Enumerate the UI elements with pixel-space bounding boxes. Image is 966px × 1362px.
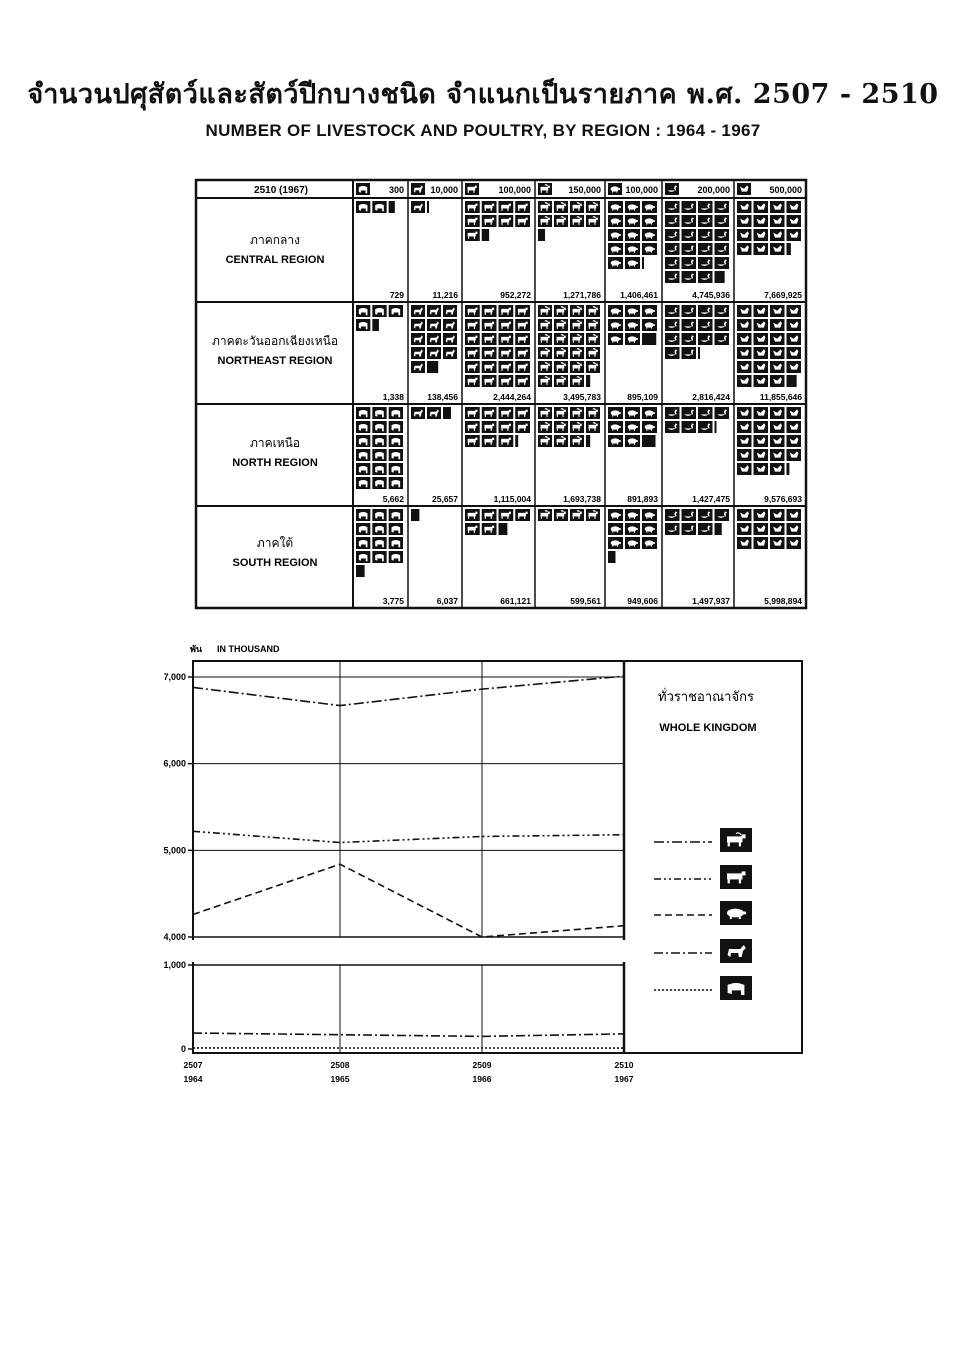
elephant-icon — [720, 976, 752, 1000]
cell-value: 891,893 — [627, 494, 658, 504]
y-tick-label: 0 — [180, 1044, 186, 1054]
cattle-icon — [720, 865, 752, 889]
cell-value: 7,669,925 — [764, 290, 802, 300]
series-lines — [193, 676, 624, 1048]
x-tick-label-be: 2510 — [614, 1060, 634, 1070]
x-axis — [184, 1060, 634, 1084]
series-line-buffalo — [193, 676, 624, 705]
series-line-pig — [193, 864, 624, 937]
column-unit-label: 500,000 — [769, 185, 802, 195]
cell-value: 3,775 — [382, 596, 404, 606]
column-unit-label: 200,000 — [697, 185, 730, 195]
y-tick-label: 5,000 — [163, 845, 186, 856]
x-tick-label-ce: 1966 — [472, 1074, 492, 1084]
cell-value: 1,271,786 — [563, 290, 601, 300]
cell-value: 952,272 — [500, 290, 531, 300]
buffalo-icon — [720, 828, 752, 852]
page-title-english: NUMBER OF LIVESTOCK AND POULTRY, BY REGION : 1964 - 1967 — [205, 121, 761, 140]
region-label-en: SOUTH REGION — [232, 557, 318, 569]
region-label-th: ภาคกลาง — [250, 233, 300, 247]
cell-value: 661,121 — [500, 596, 531, 606]
unit-label-en: IN THOUSAND — [217, 644, 280, 654]
y-tick-label: 6,000 — [163, 758, 186, 769]
cell-value: 729 — [389, 290, 404, 300]
column-unit-label: 150,000 — [568, 185, 601, 195]
column-unit-label: 10,000 — [430, 185, 458, 195]
cell-value: 599,561 — [570, 596, 601, 606]
cell-value: 138,456 — [427, 392, 458, 402]
y-tick-label: 4,000 — [163, 932, 186, 942]
cell-value: 5,662 — [382, 494, 404, 504]
cell-value: 11,855,646 — [759, 392, 802, 402]
legend — [654, 828, 752, 1000]
legend-title-en: WHOLE KINGDOM — [659, 722, 757, 734]
y-tick-label: 1,000 — [163, 960, 186, 970]
cell-value: 1,693,738 — [563, 494, 601, 504]
cell-value: 6,037 — [436, 596, 458, 606]
region-label-th: ภาคเหนือ — [249, 436, 301, 450]
x-tick-label-be: 2507 — [183, 1060, 203, 1070]
legend-entry — [654, 865, 752, 889]
y-tick-label: 7,000 — [163, 672, 186, 682]
region-label-en: NORTH REGION — [232, 457, 318, 469]
region-label-en: NORTHEAST REGION — [217, 355, 333, 367]
x-tick-label-be: 2508 — [330, 1060, 350, 1070]
cell-value: 1,406,461 — [620, 290, 658, 300]
legend-entry — [654, 901, 752, 925]
y-axis — [163, 672, 624, 1054]
column-unit-label: 300 — [388, 185, 404, 195]
cell-value: 1,115,004 — [493, 494, 531, 504]
unit-label-th: พัน — [190, 644, 203, 654]
legend-entry — [654, 976, 752, 1000]
cell-value: 949,606 — [627, 596, 658, 606]
column-unit-label: 100,000 — [498, 185, 531, 195]
cell-value: 9,576,693 — [764, 494, 802, 504]
column-unit-label: 100,000 — [625, 185, 658, 195]
year-label: 2510 (1967) — [254, 185, 308, 196]
cell-value: 895,109 — [627, 392, 658, 402]
axis-break — [190, 940, 626, 962]
pig-icon — [720, 901, 752, 925]
legend-entry — [654, 828, 752, 852]
region-label-th: ภาคใต้ — [256, 536, 294, 550]
series-line-cattle — [193, 831, 624, 842]
page-title-thai: จำนวนปศุสัตว์และสัตว์ปีกบางชนิด จำแนกเป็นรายภาค พ.ศ. 2507 - 2510 — [27, 79, 939, 110]
x-tick-label-ce: 1967 — [614, 1074, 634, 1084]
cell-value: 1,497,937 — [692, 596, 730, 606]
x-tick-label-ce: 1965 — [330, 1074, 350, 1084]
cell-value: 2,444,264 — [493, 392, 531, 402]
region-label-th: ภาคตะวันออกเฉียงเหนือ — [211, 334, 339, 348]
cell-value: 1,338 — [382, 392, 404, 402]
cell-value: 2,816,424 — [692, 392, 730, 402]
legend-entry — [654, 939, 752, 963]
series-line-horse — [193, 1033, 624, 1036]
x-tick-label-ce: 1964 — [183, 1074, 203, 1084]
legend-title-th: ทั่วราชอาณาจักร — [658, 689, 754, 704]
cell-value: 4,745,936 — [692, 290, 730, 300]
cell-value: 3,495,783 — [563, 392, 601, 402]
cell-value: 1,427,475 — [692, 494, 730, 504]
region-label-en: CENTRAL REGION — [225, 254, 325, 266]
x-tick-label-be: 2509 — [472, 1060, 492, 1070]
horse-icon — [720, 939, 752, 963]
cell-value: 5,998,894 — [764, 596, 802, 606]
cell-value: 25,657 — [432, 494, 458, 504]
cell-value: 11,216 — [432, 290, 458, 300]
chart-frame — [193, 661, 802, 1053]
